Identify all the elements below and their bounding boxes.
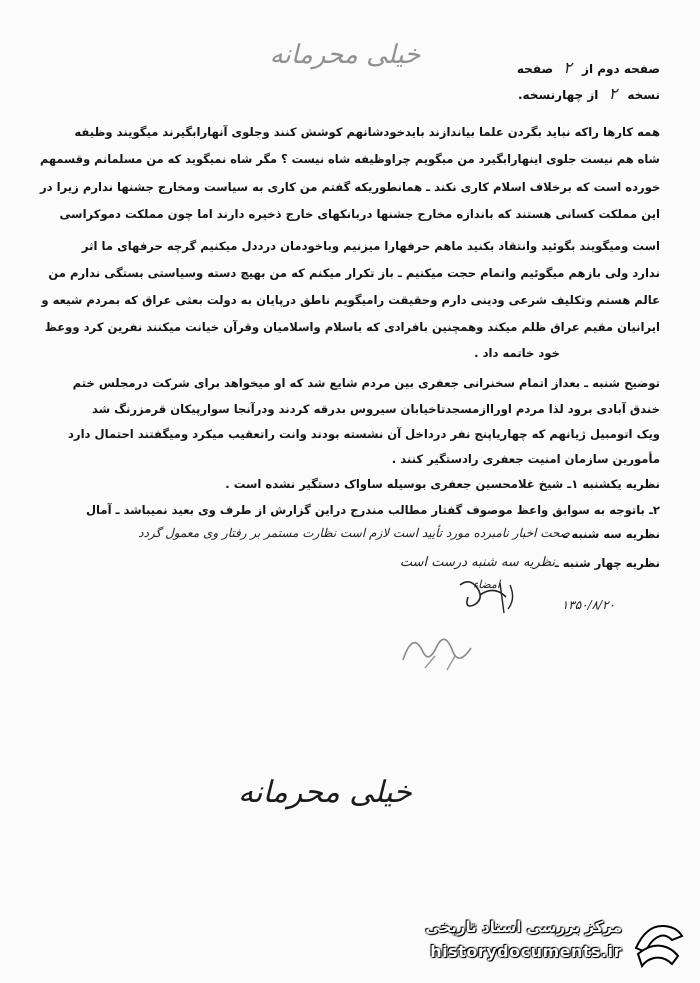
opinion-sunday: نظریه یکشنبه ۱ـ شیخ غلامحسین جعفری بوسیله ساواک دستگیر نشده است . bbox=[225, 477, 660, 491]
explanation-line: خندق آبادی برود لذا مردم اوراازمسجدتاخیابان سیروس بدرقه کردند ودرآنجا سوارپیکان قرمزرنگ شد bbox=[92, 402, 660, 416]
page-header bbox=[400, 55, 660, 107]
initial-scribble bbox=[395, 620, 485, 675]
body-line: شاه هم نیست جلوی اینهارابگیرد من میگویم چراوظیفه شاه نیست ؟ مگر شاه نمیگوید که من مسلمانم وقسمهم bbox=[40, 152, 660, 166]
page-suffix: صفحه bbox=[516, 62, 554, 76]
body-line: خود خاتمه داد . bbox=[474, 346, 560, 360]
body-line: است ومیگویند بگوئید وانتقاد بکنید ماهم حرفهارا میزنیم وباخودمان درددل میکنیم گرچه حرفهای ما اثر bbox=[81, 239, 660, 253]
copy-number: ۲ bbox=[608, 84, 618, 103]
body-line: همه کارها راکه نباید بگردن علما بیاندازند بایدخودشانهم کوشش کنند وجلوی آنهارابگیرند میگویند وظیفه bbox=[74, 125, 660, 139]
handwritten-note-wednesday: نظریه سه شنبه درست است bbox=[399, 555, 555, 570]
page-label: صفحه دوم از bbox=[582, 62, 660, 76]
signature-date: ۱۳۵۰/۸/۲۰ bbox=[561, 598, 615, 612]
opinion-sunday-2: ۲ـ باتوجه به سوابق واعظ موصوف گفتار مطالب مندرج دراین گزارش از طرف وی بعید نمیباشد ـ آمال bbox=[85, 503, 660, 517]
explanation-line: مأمورین سازمان امنیت جعفری رادستگیر کنند . bbox=[391, 452, 660, 466]
page-total: ۲ bbox=[563, 58, 572, 77]
body-line: این مملکت کسانی هستند که باندازه مخارج جشنها دربانکهای خارج ذخیره دارند اما چون مملکت دموکراسی bbox=[59, 207, 660, 221]
logo-url: historydocuments.ir bbox=[430, 942, 622, 961]
explanation-line: توضیح شنبه ـ بعداز اتمام سخنرانی جعفری بین مردم شایع شد که او میخواهد برای شرکت درمجلس ختم bbox=[72, 376, 660, 390]
signature-label: امضاء bbox=[472, 578, 500, 591]
book-logo-icon bbox=[630, 920, 686, 970]
page-number-line bbox=[400, 55, 660, 81]
body-line: عالم هستم وتکلیف شرعی ودینی دارم وحقیقت رامیگویم ناطق درپایان به دولت بعثی عراق که بمردم شیعه و bbox=[41, 293, 660, 307]
logo-title: مرکز بررسی اسناد تاریخی bbox=[425, 918, 622, 936]
opinion-wednesday-label: نظریه چهار شنبه ـ bbox=[554, 556, 660, 570]
handwritten-note-tuesday: صحت اخبار نامبرده مورد تأیید است لازم است نظارت مستمر بر رفتار وی معمول گردد bbox=[138, 526, 570, 540]
copy-suffix: از چهارنسخه. bbox=[517, 88, 599, 102]
archive-logo bbox=[410, 918, 690, 974]
copy-label: نسخه bbox=[627, 88, 660, 102]
opinion-tuesday-label: نظریه سه شنبه ـ bbox=[563, 527, 660, 541]
body-line: ندارد ولی بازهم میگوئیم واتمام حجت میکنیم ـ باز تکرار میکنم که من بهیچ دسته وسیاستی بستگی ندارم من bbox=[48, 266, 660, 280]
body-line: ایرانیان مقیم عراق ظلم میکند وهمچنین بافرادی که باسلام واسلامیان وقرآن خیانت میکنند نفرین کرد ووعظ bbox=[44, 320, 660, 334]
confidential-stamp-bottom: خیلی محرمانه bbox=[238, 775, 412, 810]
body-line: خورده است که برخلاف اسلام کاری نکند ـ همانطوریکه گفتم من کاری به سیاست ومخارج جشنها ندارم زیرا در bbox=[39, 180, 660, 194]
copy-number-line bbox=[400, 81, 660, 107]
confidential-stamp-top: خیلی محرمانه bbox=[269, 40, 421, 70]
explanation-line: ویک اتومبیل ژیانهم که چهاریاپنج نفر درداخل آن نشسته بودند وانت راتعقیب میکرد ومیگفتند احتمال دارد bbox=[67, 427, 660, 441]
